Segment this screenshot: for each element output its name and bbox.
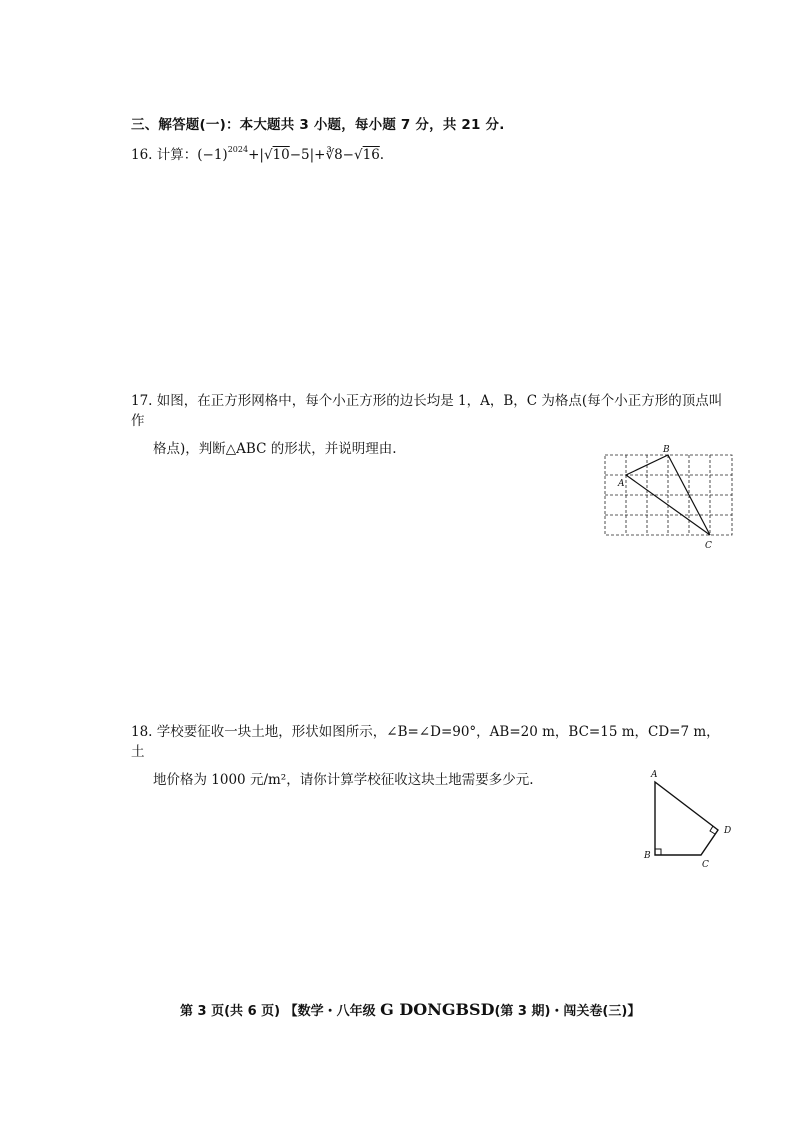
page-footer: [180, 1000, 640, 1019]
question-16: [131, 140, 384, 165]
q16-sqrt1: 10: [272, 147, 290, 163]
label-a: A: [651, 770, 658, 780]
footer-issue: (第 3 期)・闯关卷(三)】: [494, 1004, 641, 1019]
quadrilateral-figure: [640, 768, 740, 872]
right-angle-b-icon: [655, 849, 661, 855]
q16-mid2: −5|+∛8−: [289, 147, 354, 163]
q17-line1: 17. 如图，在正方形网格中，每个小正方形的边长均是 1，A，B，C 为格点(每个小正方形的顶点叫作: [131, 393, 723, 429]
label-a: A: [618, 479, 625, 489]
label-c: C: [702, 860, 709, 870]
footer-code: G DONGBSD: [380, 1000, 495, 1019]
q16-exponent: 2024: [227, 145, 249, 154]
sqrt-icon: √: [263, 147, 273, 163]
section-title: 三、解答题(一)：本大题共 3 小题，每小题 7 分，共 21 分.: [131, 117, 505, 133]
q17-line2: 格点)，判断△ABC 的形状，并说明理由.: [153, 441, 397, 457]
q18-line2: 地价格为 1000 元/m²，请你计算学校征收这块土地需要多少元.: [153, 772, 534, 788]
footer-subject: 【数学・八年级: [284, 1004, 376, 1019]
label-c: C: [705, 541, 712, 551]
label-b: B: [644, 851, 651, 861]
sqrt-icon: √: [354, 147, 363, 163]
label-d: D: [724, 826, 732, 836]
q16-sqrt2: 16: [362, 147, 380, 163]
q16-mid1: +|: [248, 147, 264, 163]
q18-line1: 18. 学校要征收一块土地，形状如图所示，∠B=∠D=90°，AB=20 m，BC=15 m，CD=7 m，土: [131, 724, 720, 760]
grid-triangle-figure: [598, 442, 740, 554]
label-b: B: [663, 445, 670, 455]
q16-end: .: [379, 147, 385, 163]
dashed-grid: [605, 455, 732, 535]
footer-page: 第 3 页(共 6 页): [180, 1004, 281, 1019]
quadrilateral-abcd: [655, 782, 718, 855]
q16-prefix: 16. 计算：(−1): [131, 147, 228, 163]
